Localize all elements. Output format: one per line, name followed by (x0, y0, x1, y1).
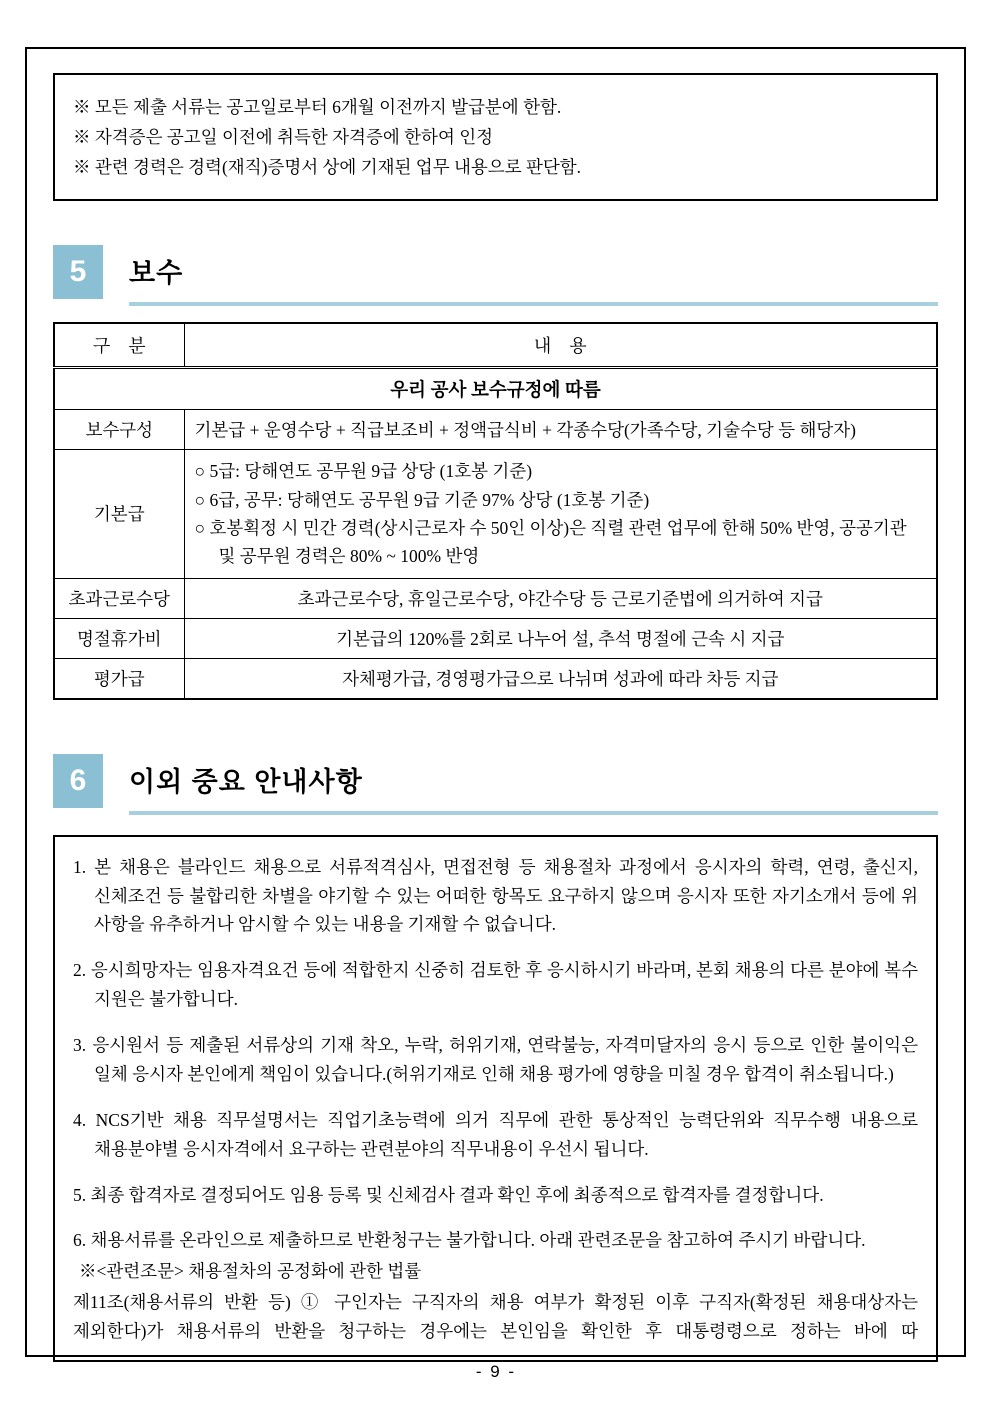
top-note-line: ※ 관련 경력은 경력(재직)증명서 상에 기재된 업무 내용으로 판단함. (73, 157, 582, 178)
top-note-line: ※ 모든 제출 서류는 공고일로부터 6개월 이전까지 발급분에 한함. (73, 97, 562, 117)
table-header-row (54, 323, 937, 368)
table-row (54, 410, 937, 450)
notice-item-2: 2. 응시희망자는 임용자격요건 등에 적합한지 신중히 검토한 후 응시하시기 바라며, 본회 채용의 다른 분야에 복수 지원은 불가합니다. (73, 960, 918, 1010)
section-5-title: 보수 (129, 258, 184, 289)
top-notes-box (53, 73, 938, 201)
section-6-title: 이외 중요 안내사항 (129, 766, 363, 797)
section-5-header (53, 245, 938, 306)
merged-policy-cell: 우리 공사 보수규정에 따름 (54, 368, 937, 410)
related-law-heading: ※<관련조문> 채용절차의 공정화에 관한 법률 (79, 1261, 422, 1282)
page-number: - 9 - (475, 1362, 517, 1381)
section-5-number-badge: 5 (53, 245, 103, 299)
notice-item-3: 3. 응시원서 등 제출된 서류상의 기재 착오, 누락, 허위기재, 연락불능, 자격미달자의 응시 등으로 인한 불이익은 일체 응시자 본인에게 책임이 있습니다.(허위기재로 인해 채용 평가에 영향을 미칠 경우 합격이 취소됩니다.) (73, 1035, 918, 1084)
section-5-underline (129, 302, 938, 306)
row-label-holiday-bonus: 명절휴가비 (54, 618, 184, 658)
notice-item-5: 5. 최종 합격자로 결정되어도 임용 등록 및 신체검사 결과 확인 후에 최종적으로 합격자를 결정합니다. (73, 1184, 824, 1205)
top-note-line: ※ 자격증은 공고일 이전에 취득한 자격증에 한하여 인정 (73, 127, 494, 148)
table-row (54, 450, 937, 578)
table-row (54, 618, 937, 658)
related-law-body: 제11조(채용서류의 반환 등) ① 구인자는 구직자의 채용 여부가 확정된 이후 구직자(확정된 채용대상자는 제외한다)가 채용서류의 반환을 청구하는 경우에는 본인임을 확인한 후 대통령령으로 정하는 바에 따 (73, 1292, 918, 1342)
base-pay-line: ○ 6급, 공무: 당해연도 공무원 9급 기준 97% 상당 (1호봉 기준) (194, 489, 650, 510)
notice-item-6: 6. 채용서류를 온라인으로 제출하므로 반환청구는 불가합니다. 아래 관련조문을 참고하여 주시기 바랍니다. (73, 1230, 866, 1251)
row-label-composition: 보수구성 (54, 410, 184, 450)
page-border-frame (25, 47, 966, 1357)
notice-item-1: 1. 본 채용은 블라인드 채용으로 서류적격심사, 면접전형 등 채용절차 과정에서 응시자의 학력, 연령, 출신지, 신체조건 등 불합리한 차별을 야기할 수 있는 어떠한 항목도 요구하지 않으며 응시자 또한 자기소개서 등에 위 사항을 유추하거나 암시할 수 있는 내용을 기재할 수 없습니다. (73, 856, 918, 935)
section-5-title-block (129, 245, 938, 306)
section-6-underline (129, 811, 938, 815)
row-content-overtime: 초과근로수당, 휴일근로수당, 야간수당 등 근로기준법에 의거하여 지급 (184, 578, 937, 618)
notice-item-4: 4. NCS기반 채용 직무설명서는 직업기초능력에 의거 직무에 관한 통상적인 능력단위와 직무수행 내용으로 채용분야별 응시자격에서 요구하는 관련분야의 직무내용이 우선시 됩니다. (73, 1109, 918, 1159)
row-label-base-pay: 기본급 (54, 450, 184, 578)
section-6-number-badge: 6 (53, 754, 103, 808)
section-6-header (53, 754, 938, 815)
section-6-title-block (129, 754, 938, 815)
column-header-content: 내 용 (184, 323, 937, 368)
column-header-category: 구 분 (54, 323, 184, 368)
row-content-holiday-bonus: 기본급의 120%를 2회로 나누어 설, 추석 명절에 근속 시 지급 (184, 618, 937, 658)
table-row (54, 578, 937, 618)
row-label-overtime: 초과근로수당 (54, 578, 184, 618)
base-pay-line: ○ 5급: 당해연도 공무원 9급 상당 (1호봉 기준) (194, 461, 533, 482)
row-content-composition: 기본급 + 운영수당 + 직급보조비 + 정액급식비 + 각종수당(가족수당, 기술수당 등 해당자) (184, 410, 937, 450)
row-label-evaluation-pay: 평가급 (54, 658, 184, 699)
base-pay-line: ○ 호봉획정 시 민간 경력(상시근로자 수 50인 이상)은 직렬 관련 업무에 한해 50% 반영, 공공기관 및 공무원 경력은 80% ~ 100% 반영 (194, 517, 907, 567)
row-content-evaluation-pay: 자체평가급, 경영평가급으로 나뉘며 성과에 따라 차등 지급 (184, 658, 937, 699)
important-notes-box (53, 835, 938, 1362)
table-row (54, 658, 937, 699)
table-row (54, 368, 937, 410)
compensation-table (53, 322, 938, 699)
row-content-base-pay (184, 450, 937, 578)
